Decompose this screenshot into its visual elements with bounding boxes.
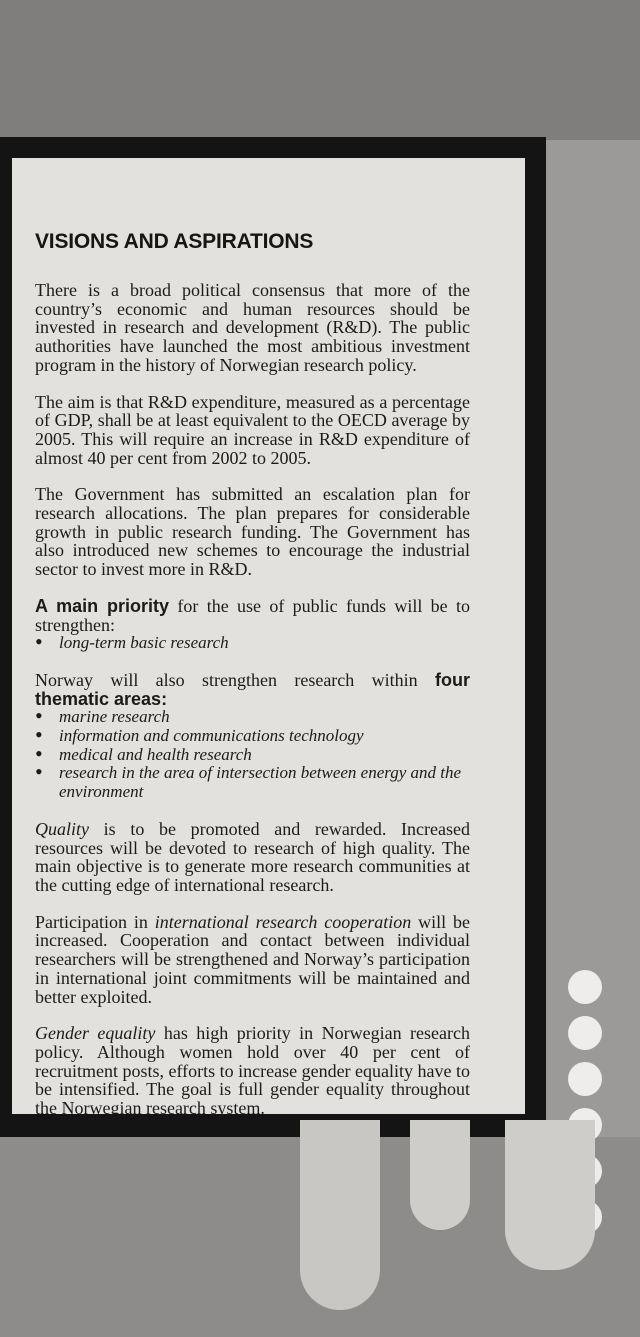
- list-item: • medical and health research: [35, 746, 470, 765]
- list-item: • marine research: [35, 708, 470, 727]
- paragraph-aim: The aim is that R&D expenditure, measured as a percentage of GDP, shall be at least equivalent to the OECD average by 2005. This will require an increase in R&D expenditure of almost 40 per cent from 2002 to 2005.: [35, 391, 470, 468]
- cooperation-term: international research cooperation: [154, 911, 412, 932]
- quality-term: Quality: [35, 818, 89, 839]
- cooperation-intro: Participation in: [35, 911, 155, 932]
- paragraph-quality: [35, 820, 470, 895]
- main-priority-label: A main priority: [35, 595, 170, 616]
- thematic-areas-list: [35, 708, 470, 802]
- thematic-intro-text: Norway will also strengthen research within: [35, 669, 435, 690]
- quality-text: is to be promoted and rewarded. Increased resources will be devoted to research of high quality. The main objective is to generate more research communities at the cutting edge of international research.: [35, 818, 470, 895]
- list-item: • long-term basic research: [35, 634, 470, 653]
- main-priority-list: [35, 634, 470, 653]
- main-content: [35, 230, 470, 1136]
- page-title: VISIONS AND ASPIRATIONS: [35, 230, 314, 253]
- list-item: • research in the area of intersection between energy and the environment: [35, 764, 470, 801]
- list-item: • information and communications technology: [35, 727, 470, 746]
- paragraph-government: The Government has submitted an escalation plan for research allocations. The plan prepares for considerable growth in public research funding. The Government has also introduced new schemes to encourage the industrial sector to invest more in R&D.: [35, 484, 470, 580]
- gender-equality-text: has high priority in Norwegian research policy. Although women hold over 40 per cent of recruitment posts, efforts to increase gender equality have to be intensified. The goal is full gender equality throughout the Norwegian research system.: [35, 1023, 471, 1119]
- gender-equality-term: Gender equality: [35, 1023, 156, 1044]
- paragraph-gender-equality: [35, 1024, 470, 1118]
- paragraph-main-priority: [35, 597, 470, 634]
- main-priority-text: for the use of public funds will be to strengthen:: [35, 595, 470, 635]
- paragraph-cooperation: [35, 913, 470, 1007]
- paragraph-consensus: There is a broad political consensus that more of the country’s economic and human resources should be invested in research and development (R&D). The public authorities have launched the most ambitious investment program in the history of Norwegian research policy.: [35, 280, 470, 375]
- thematic-areas-label: four thematic areas:: [35, 669, 470, 709]
- cooperation-text: will be increased. Cooperation and contact between individual researchers will be strengthened and Norway’s participation in international joint commitments will be maintained and better exploited.: [35, 911, 471, 1007]
- paragraph-thematic-areas: [35, 671, 470, 708]
